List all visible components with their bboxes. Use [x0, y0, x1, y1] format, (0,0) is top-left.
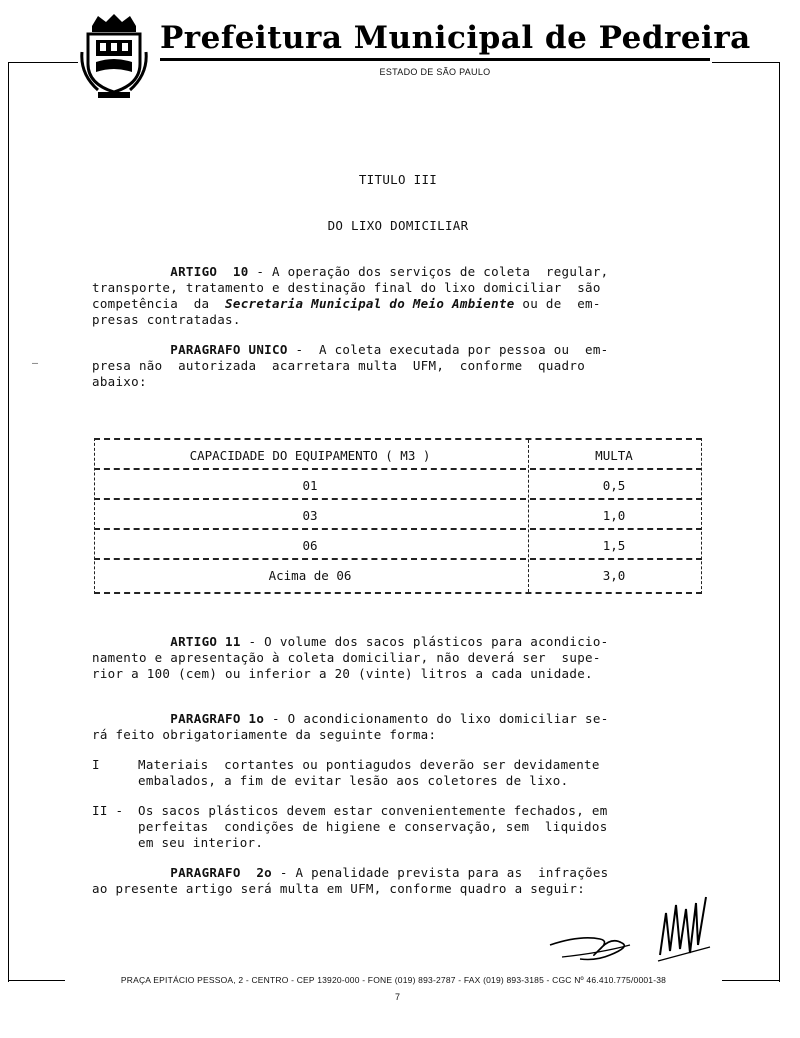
art10-text-3a: competência da — [92, 296, 226, 311]
header-rule — [160, 58, 710, 61]
footer-rule-right — [722, 980, 780, 981]
frame-line-right — [779, 62, 780, 982]
art10-label: ARTIGO 10 — [170, 264, 249, 279]
art11-label: ARTIGO 11 — [170, 634, 241, 649]
item1-line-2: embalados, a fim de evitar lesão aos coletores de lixo. — [138, 773, 569, 788]
par-unico-line-2: presa não autorizada acarretara multa UFM, conforme quadro — [92, 358, 586, 373]
par2-line-2: ao presente artigo será multa em UFM, conforme quadro a seguir: — [92, 881, 586, 896]
table-cell-capacidade: 03 — [302, 508, 318, 523]
par2-label: PARAGRAFO 2o — [170, 865, 272, 880]
page-header-title: Prefeitura Municipal de Pedreira — [160, 20, 751, 56]
section-title: TITULO III — [358, 172, 438, 187]
art10-text-3c: ou de em- — [514, 296, 601, 311]
margin-mark: — — [32, 358, 39, 369]
table-row — [94, 530, 702, 560]
art10-line-3 — [92, 296, 704, 312]
item2-number: II - — [92, 803, 124, 818]
par-unico-label: PARAGRAFO UNICO — [170, 342, 288, 357]
item2-line-2: perfeitas condições de higiene e conservação, sem liquidos — [138, 819, 608, 834]
table-header-row — [94, 440, 702, 470]
art11-line-1 — [92, 634, 704, 650]
par2-line-1 — [92, 865, 704, 881]
handwritten-signature — [540, 895, 720, 975]
table-cell-multa: 0,5 — [602, 478, 626, 493]
header-subtitle: ESTADO DE SÃO PAULO — [379, 67, 491, 77]
par1-line-2: rá feito obrigatoriamente da seguinte forma: — [92, 727, 437, 742]
par-unico-text-1: - A coleta executada por pessoa ou em- — [287, 342, 609, 357]
footer-rule-left — [9, 980, 65, 981]
par2-text-1: - A penalidade prevista para as infrações — [272, 865, 609, 880]
page-number: 7 — [395, 992, 401, 1002]
table-cell-multa: 1,5 — [602, 538, 626, 553]
item1-line-1: Materiais cortantes ou pontiagudos deverão ser devidamente — [138, 757, 600, 772]
table-row — [94, 560, 702, 590]
table-row — [94, 500, 702, 530]
table-border-bottom — [94, 592, 702, 594]
item2-line-1: Os sacos plásticos devem estar convenientemente fechados, em — [138, 803, 608, 818]
par1-text-1: - O acondicionamento do lixo domiciliar se- — [264, 711, 609, 726]
table-header-multa: MULTA — [595, 448, 633, 463]
table-cell-multa: 3,0 — [602, 568, 626, 583]
par1-line-1 — [92, 711, 704, 727]
art10-line-4: presas contratadas. — [92, 312, 241, 327]
table-header-capacidade: CAPACIDADE DO EQUIPAMENTO ( M3 ) — [189, 448, 431, 463]
par1-label: PARAGRAFO 1o — [170, 711, 265, 726]
art10-line-1 — [92, 264, 704, 280]
art10-secretaria: Secretaria Municipal do Meio Ambiente — [225, 296, 515, 311]
section-subtitle: DO LIXO DOMICILIAR — [327, 218, 469, 233]
art10-text-1: - A operação dos serviços de coleta regular, — [248, 264, 609, 279]
table-row — [94, 470, 702, 500]
art11-line-2: namento e apresentação à coleta domiciliar, não deverá ser supe- — [92, 650, 601, 665]
art11-text-1: - O volume dos sacos plásticos para acondicio- — [240, 634, 609, 649]
table-cell-capacidade: 06 — [302, 538, 318, 553]
table-cell-capacidade: Acima de 06 — [268, 568, 352, 583]
art10-line-2: transporte, tratamento e destinação final do lixo domiciliar são — [92, 280, 601, 295]
footer-address: PRAÇA EPITÁCIO PESSOA, 2 - CENTRO - CEP 13920-000 - FONE (019) 893-2787 - FAX (019) 893-3185 - CGC Nº 46.410.775/0001-38 — [120, 975, 667, 985]
municipal-crest-icon — [78, 12, 150, 102]
art11-line-3: rior a 100 (cem) ou inferior a 20 (vinte) litros a cada unidade. — [92, 666, 593, 681]
frame-line-top-left — [8, 62, 78, 63]
frame-line-top-right — [712, 62, 780, 63]
frame-line-left — [8, 62, 9, 982]
item1-number: I — [92, 757, 100, 772]
par-unico-line-3: abaixo: — [92, 374, 147, 389]
item2-line-3: em seu interior. — [138, 835, 264, 850]
par-unico-line-1 — [92, 342, 704, 358]
table-cell-capacidade: 01 — [302, 478, 318, 493]
table-cell-multa: 1,0 — [602, 508, 626, 523]
